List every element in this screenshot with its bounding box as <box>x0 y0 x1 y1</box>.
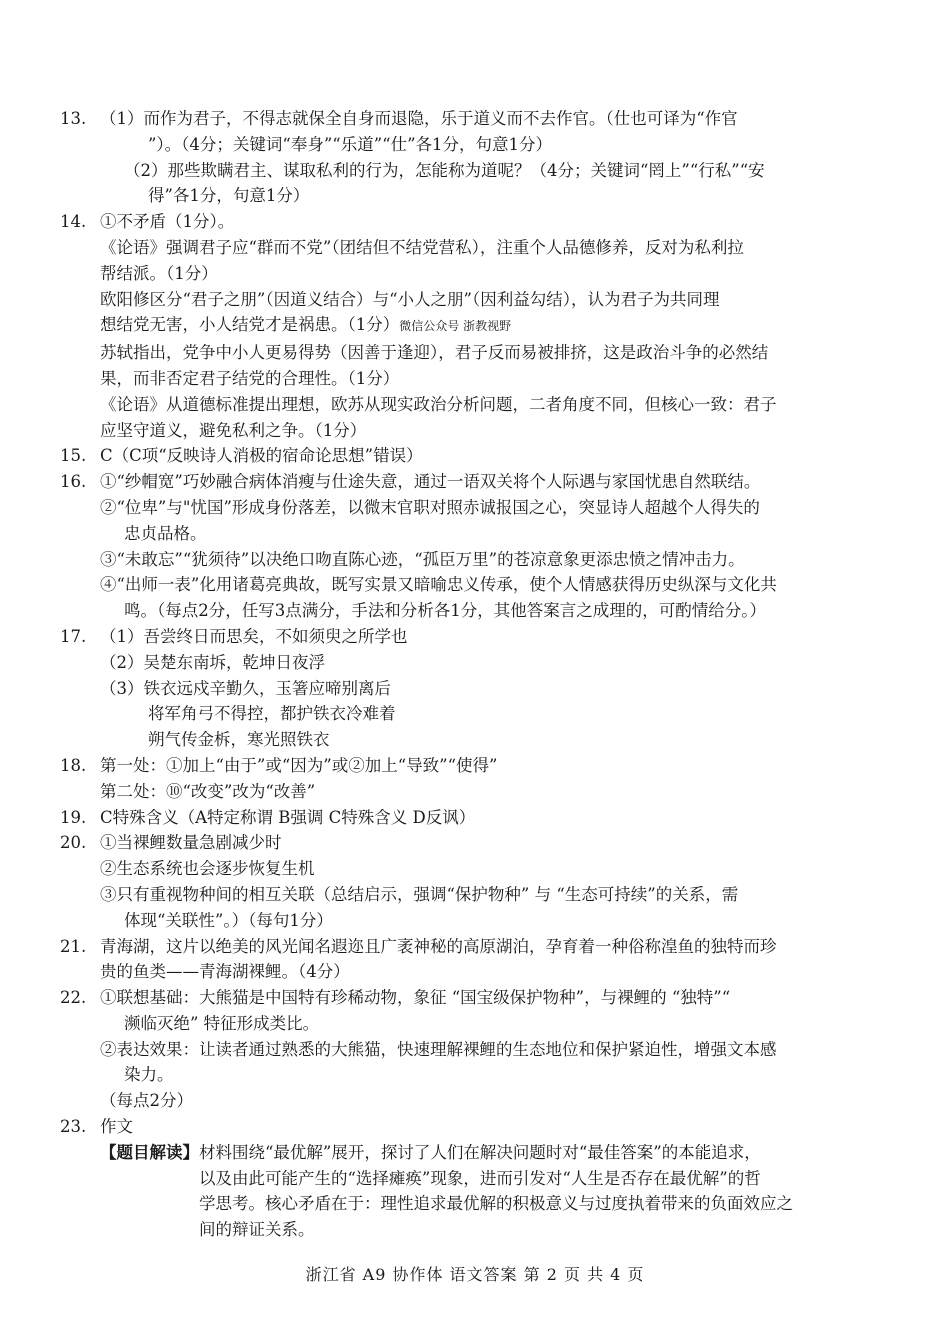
answer-line: 将军角弓不得控，都护铁衣冷难着 <box>148 704 396 724</box>
answer-line: （每点2分） <box>100 1091 193 1111</box>
answer-line: （3）铁衣远戍辛勤久，玉箸应啼别离后 <box>100 678 391 698</box>
answer-line: 染力。 <box>124 1065 174 1085</box>
answer-line: ②生态系统也会逐步恢复生机 <box>100 859 315 879</box>
question-23 <box>60 1114 890 1243</box>
question-18 <box>60 753 890 805</box>
answer-line: 帮结派。（1分） <box>100 263 218 283</box>
answer-line: C特殊含义（A特定称谓 B强调 C特殊含义 D反讽） <box>100 807 476 827</box>
question-number: 21. <box>60 936 87 956</box>
answer-line: 朔气传金柝，寒光照铁衣 <box>148 730 330 750</box>
answer-line: 材料围绕“最优解”展开，探讨了人们在解决问题时对“最佳答案”的本能追求， <box>199 1142 761 1162</box>
answer-line: 果，而非否定君子结党的合理性。（1分） <box>100 368 400 388</box>
answer-line: 想结党无害，小人结党才是祸患。（1分）微信公众号 浙教视野 <box>100 315 512 335</box>
question-number: 15. <box>60 446 87 466</box>
question-13 <box>60 106 890 209</box>
answer-line: 体现“关联性”。）（每句1分） <box>124 910 333 930</box>
answer-line: ③只有重视物种间的相互关联（总结启示，强调“保护物种” 与 “生态可持续”的关系，需 <box>100 884 739 904</box>
answer-line: 学思考。核心矛盾在于：理性追求最优解的积极意义与过度执着带来的负面效应之 <box>199 1194 793 1214</box>
page-footer: 浙江省 A9 协作体 语文答案 第 2 页 共 4 页 <box>305 1265 645 1284</box>
answer-line: 苏轼指出，党争中小人更易得势（因善于逢迎），君子反而易被排挤，这是政治斗争的必然结 <box>100 343 769 363</box>
watermark-text: 微信公众号 浙教视野 <box>399 319 512 334</box>
answer-line: 欧阳修区分“君子之朋”（因道义结合）与“小人之朋”（因利益勾结），认为君子为共同理 <box>100 289 720 309</box>
answer-line: 第一处：①加上“由于”或“因为”或②加上“导致”“使得” <box>100 755 498 775</box>
question-21 <box>60 934 890 986</box>
answer-line: ①“纱帽宽”巧妙融合病体消瘦与仕途失意，通过一语双关将个人际遇与家国忧患自然联结。 <box>100 472 761 492</box>
question-number: 17. <box>60 626 87 646</box>
answer-line: （1）而作为君子，不得志就保全自身而退隐，乐于道义而不去作官。（仕也可译为“作官 <box>100 109 738 128</box>
question-17 <box>60 624 890 753</box>
answer-line: ①联想基础：大熊猫是中国特有珍稀动物，象征 “国宝级保护物种”，与裸鲤的 “独特”“ <box>100 988 731 1008</box>
answer-line: 青海湖，这片以绝美的风光闻名遐迩且广袤神秘的高原湖泊，孕育着一种俗称湟鱼的独特而珍 <box>100 936 777 956</box>
question-number: 16. <box>60 472 87 492</box>
answer-line: C（C项“反映诗人消极的宿命论思想”错误） <box>100 446 423 466</box>
answer-line: ④“出师一表”化用诸葛亮典故，既写实景又暗喻忠义传承，使个人情感获得历史纵深与文化共 <box>100 575 777 595</box>
essay-title: 作文 <box>100 1117 133 1137</box>
question-20 <box>60 830 890 933</box>
question-number: 19. <box>60 807 87 827</box>
answer-line: 鸣。（每点2分，任写3点满分，手法和分析各1分，其他答案言之成理的，可酌情给分。） <box>124 601 766 621</box>
answer-line: ①不矛盾（1分）。 <box>100 212 235 232</box>
topic-interpretation-text <box>199 1140 890 1243</box>
answer-line: ③“未敢忘”“犹须待”以决绝口吻直陈心迹，“孤臣万里”的苍凉意象更添忠愤之情冲击力。 <box>100 549 745 569</box>
answer-line: 《论语》从道德标准提出理想，欧苏从现实政治分析问题，二者角度不同，但核心一致：君子 <box>100 394 777 414</box>
answer-content <box>60 106 890 1243</box>
answer-line: 濒临灭绝” 特征形成类比。 <box>124 1013 320 1033</box>
topic-interpretation <box>100 1140 890 1243</box>
answer-line: （2）那些欺瞒君主、谋取私利的行为，怎能称为道呢？（4分；关键词“罔上”“行私”“安 <box>124 160 765 180</box>
answer-line: 贵的鱼类——青海湖裸鲤。（4分） <box>100 962 350 982</box>
answer-line: （2）吴楚东南坼，乾坤日夜浮 <box>100 652 325 672</box>
answer-line: 间的辩证关系。 <box>199 1220 315 1240</box>
answer-line: （1）吾尝终日而思矣，不如须臾之所学也 <box>100 626 408 646</box>
question-15 <box>60 443 890 469</box>
answer-line: 以及由此可能产生的“选择瘫痪”现象，进而引发对“人生是否存在最优解”的哲 <box>199 1168 761 1188</box>
answer-line: 应坚守道义，避免私利之争。（1分） <box>100 420 367 440</box>
answer-line: ②表达效果：让读者通过熟悉的大熊猫，快速理解裸鲤的生态地位和保护紧迫性，增强文本感 <box>100 1039 777 1059</box>
answer-line: ”）。（4分；关键词“奉身”“乐道”“仕”各1分，句意1分） <box>148 134 553 154</box>
question-number: 13. <box>60 109 87 128</box>
question-22 <box>60 985 890 1114</box>
question-number: 18. <box>60 755 87 775</box>
answer-line: 第二处：⑩“改变”改为“改善” <box>100 781 316 801</box>
question-number: 23. <box>60 1117 87 1137</box>
topic-interpretation-label: 【题目解读】 <box>100 1142 199 1162</box>
answer-line: 《论语》强调君子应“群而不党”（团结但不结党营私），注重个人品德修养，反对为私利拉 <box>100 237 744 257</box>
question-number: 14. <box>60 212 87 232</box>
answer-line: ②“位卑”与"忧国”形成身份落差，以微末官职对照赤诚报国之心，突显诗人超越个人得失的 <box>100 497 760 517</box>
answer-line: ①当裸鲤数量急剧减少时 <box>100 833 282 853</box>
question-number: 22. <box>60 988 87 1008</box>
answer-line: 得”各1分，句意1分） <box>148 186 310 206</box>
question-14 <box>60 209 890 443</box>
question-19 <box>60 805 890 831</box>
question-number: 20. <box>60 833 87 853</box>
question-16 <box>60 469 890 624</box>
answer-line: 忠贞品格。 <box>124 523 207 543</box>
